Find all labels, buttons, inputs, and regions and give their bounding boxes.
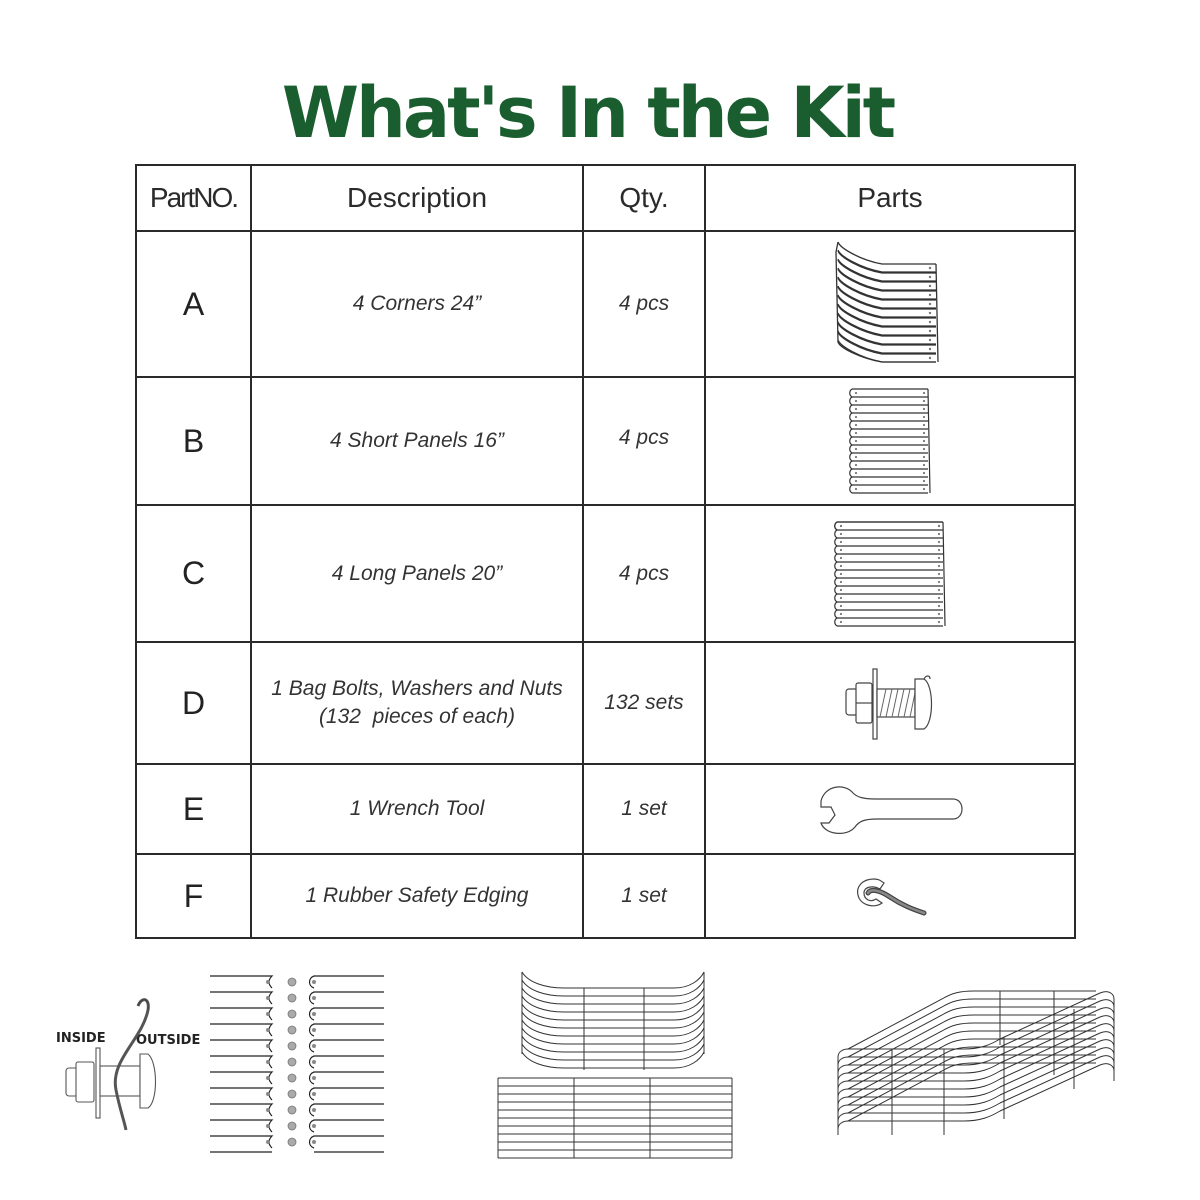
part-description-line2: (132 pieces of each)	[318, 705, 516, 728]
part-image	[705, 854, 1075, 938]
part-letter: E	[136, 764, 251, 854]
kit-contents-table	[135, 164, 1076, 939]
edging-install-diagram	[50, 990, 200, 1140]
part-qty: 4 pcs	[583, 231, 705, 377]
header-qty: Qty.	[583, 165, 705, 231]
inside-label: INSIDE	[56, 1031, 106, 1046]
part-qty: 1 set	[583, 764, 705, 854]
wrench-icon	[815, 779, 965, 839]
table-row	[136, 764, 1075, 854]
table-row	[136, 642, 1075, 764]
panel-joining-diagram	[210, 972, 388, 1158]
part-letter: F	[136, 854, 251, 938]
corner-panels-icon	[830, 238, 950, 370]
part-description: 1 Wrench Tool	[251, 764, 583, 854]
part-description	[251, 642, 583, 764]
part-letter: B	[136, 377, 251, 505]
table-row	[136, 854, 1075, 938]
bolt-washer-nut-icon	[840, 661, 940, 745]
page-title: What's In the Kit	[281, 72, 894, 154]
rubber-edging-icon	[850, 873, 930, 919]
table-row	[136, 231, 1075, 377]
header-part-no: PartNO.	[136, 165, 251, 231]
part-letter: D	[136, 642, 251, 764]
header-parts: Parts	[705, 165, 1075, 231]
part-description: 4 Long Panels 20”	[251, 505, 583, 642]
assembled-side-panels-diagram	[494, 968, 738, 1160]
part-description-line1: 1 Bag Bolts, Washers and Nuts	[271, 677, 563, 700]
part-image	[705, 764, 1075, 854]
part-qty: 4 pcs	[583, 505, 705, 642]
part-description: 4 Corners 24”	[251, 231, 583, 377]
table-row	[136, 505, 1075, 642]
part-letter: C	[136, 505, 251, 642]
part-qty: 1 set	[583, 854, 705, 938]
part-description: 4 Short Panels 16”	[251, 377, 583, 505]
part-letter: A	[136, 231, 251, 377]
short-panels-icon	[848, 387, 932, 495]
outside-label: OUTSIDE	[136, 1033, 200, 1048]
table-row	[136, 377, 1075, 505]
part-image	[705, 377, 1075, 505]
part-qty: 4 pcs	[583, 377, 705, 505]
table-header-row	[136, 165, 1075, 231]
part-image	[705, 642, 1075, 764]
header-description: Description	[251, 165, 583, 231]
part-image	[705, 231, 1075, 377]
assembled-raised-bed-diagram	[834, 985, 1120, 1155]
part-description: 1 Rubber Safety Edging	[251, 854, 583, 938]
long-panels-icon	[833, 520, 947, 628]
part-qty: 132 sets	[583, 642, 705, 764]
part-image	[705, 505, 1075, 642]
